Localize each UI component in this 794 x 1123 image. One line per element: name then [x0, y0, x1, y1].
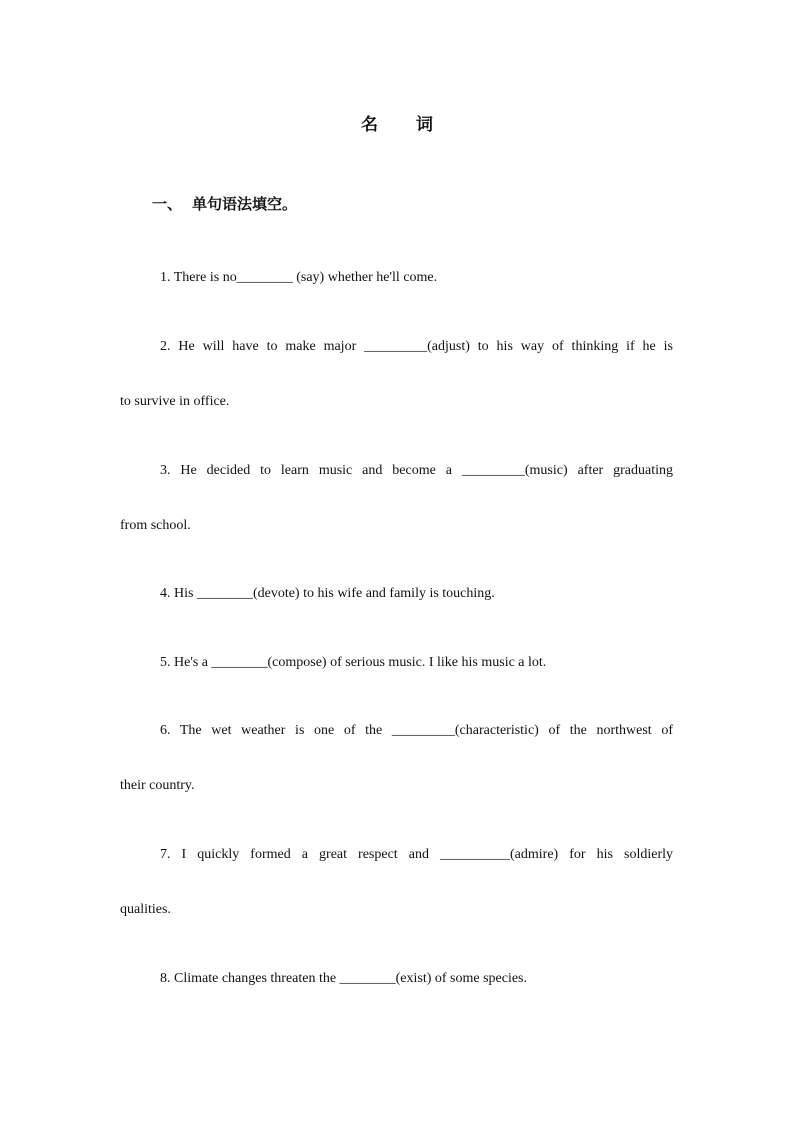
question-line: their country.	[120, 778, 195, 793]
question-line: 7. I quickly formed a great respect and __________(admire) for his soldierly	[160, 847, 673, 862]
question-line: 5. He's a ________(compose) of serious music. I like his music a lot.	[160, 655, 547, 670]
question-line: from school.	[120, 518, 191, 533]
question-line: to survive in office.	[120, 394, 230, 409]
question-2	[120, 337, 673, 412]
question-line: 3. He decided to learn music and become a _________(music) after graduating	[160, 463, 673, 478]
question-8	[120, 969, 673, 989]
section-heading-text: 单句语法填空。	[192, 195, 298, 213]
question-1	[120, 268, 673, 288]
question-5	[120, 653, 673, 673]
question-7	[120, 845, 673, 920]
section-number: 一、	[152, 195, 183, 213]
question-6	[120, 721, 673, 796]
question-line: qualities.	[120, 902, 171, 917]
question-line: 8. Climate changes threaten the ________(exist) of some species.	[160, 971, 528, 986]
question-3	[120, 461, 673, 536]
section-heading	[152, 193, 297, 215]
question-4	[120, 584, 673, 604]
page-title: 名 词	[361, 115, 449, 135]
question-line: 2. He will have to make major _________(adjust) to his way of thinking if he is	[160, 339, 673, 354]
question-line: 6. The wet weather is one of the _________(characteristic) of the northwest of	[160, 723, 673, 738]
question-line: 1. There is no________ (say) whether he'll come.	[160, 270, 438, 285]
question-line: 4. His ________(devote) to his wife and family is touching.	[160, 586, 495, 601]
